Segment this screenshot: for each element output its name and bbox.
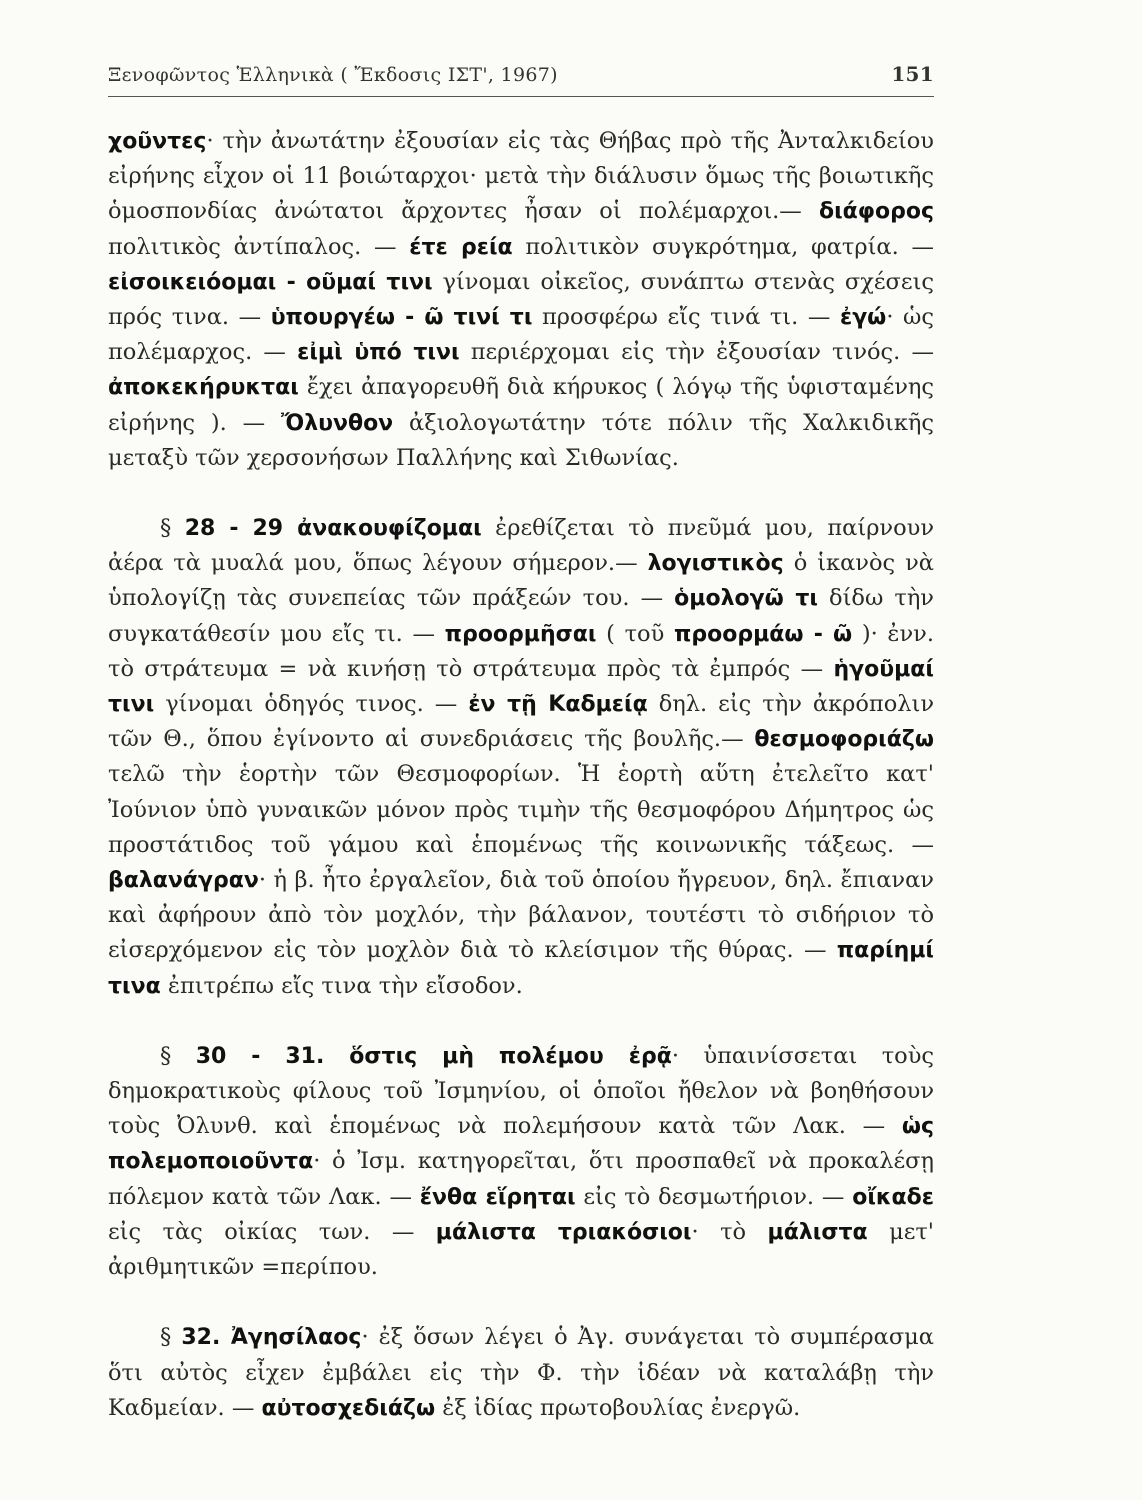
bold-term: προορμάω - ῶ [673,621,853,647]
text-run: · ἡ β. ἦτο ἐργαλεῖον, διὰ τοῦ ὁποίου ἤγρευον, δηλ. ἔπιαναν καὶ ἀφήρουν ἀπὸ τὸν μοχλόν, τὴν βάλανον, τουτέστι τὸ σιδήριον τὸ εἰσερχόμενον εἰς τὸν μοχλὸν διὰ τὸ κλείσιμον τῆς θύρας. — [108,867,934,964]
text-run: · ὁ Ἰσμ. κατηγορεῖται, ὅτι προσπαθεῖ νὰ προκαλέσῃ πόλεμον κατὰ τῶν Λακ. — [108,1148,934,1210]
bold-term: προορμῆσαι [444,621,597,647]
text-run: πολιτικὸς ἀντίπαλος. — [108,233,410,260]
bold-term: μάλιστα [767,1219,868,1245]
bold-term: θεσμοφοριάζω [754,727,934,753]
bold-term: εἰμὶ ὑπό τινι [297,340,460,366]
bold-term: ἡγοῦμαί τινι [108,656,934,718]
bold-term: εἰσοικειόομαι - οῦμαί τινι [108,269,433,295]
bold-term: μάλιστα τριακόσιοι [435,1219,692,1245]
text-run: ( τοῦ [596,620,674,647]
text-run: γίνομαι ὁδηγός τινος. — [154,691,469,718]
bold-term: ἐγώ [839,305,887,331]
bold-term: έτε ρεία [409,234,513,260]
paragraph [108,1039,934,1285]
text-run: πολιτικὸν συγκρότημα, φατρία. — [512,233,934,260]
text-run: · ὡς πολέμαρχος. — [108,304,934,366]
text-run: · ὑπαινίσσεται τοὺς δημοκρατικοὺς φίλους τοῦ Ἰσμηνίου, οἱ ὁποῖοι ἤθελον νὰ βοηθήσουν τοὺς Ὀλυνθ. καὶ ἑπομένως νὰ πολεμήσουν κατὰ τῶν Λακ. — [108,1042,934,1140]
paragraph [108,511,934,1004]
page-body [108,124,934,1426]
text-run: γίνομαι οἰκεῖος, συνάπτω στενὰς σχέσεις πρός τινα. — [108,268,934,331]
text-run: περιέρχομαι εἰς τὴν ἐξουσίαν τινός. — [459,339,934,366]
bold-term: ἀποκεκήρυκται [108,375,299,401]
paragraph [108,1320,934,1426]
text-run: · τὴν ἀνωτάτην ἐξουσίαν εἰς τὰς Θήβας πρὸ τῆς Ἀνταλκιδείου εἰρήνης εἶχον οἱ 11 βοιώταρχοι· μετὰ τὴν διάλυσιν ὅμως τῆς βοιωτικῆς ὁμοσπονδίας ἀνώτατοι ἄρχοντες ἦσαν οἱ πολέμαρχοι.— [108,128,934,225]
text-run: ἐπιτρέπω εἴς τινα τὴν εἴσοδον. [160,972,523,999]
text-run: προσφέρω εἴς τινά τι. — [532,304,840,331]
bold-term: ὑπουργέω - ῶ τινί τι [270,305,533,331]
bold-term: διάφορος [818,199,934,225]
bold-term: 32. Ἀγησίλαος [181,1325,362,1351]
text-run: ἐρεθίζεται τὸ πνεῦμά μου, παίρνουν ἀέρα τὰ μυαλά μου, ὅπως λέγουν σήμερον.— [108,515,935,577]
text-run: ὁ ἱκανὸς νὰ ὑπολογίζῃ τὰς συνεπείας τῶν πράξεών του. — [108,550,934,612]
paragraph [108,124,934,476]
text-run: § [160,515,185,542]
text-run: § [160,1042,196,1069]
bold-term: ὡς πολεμοποιοῦντα [108,1114,934,1175]
bold-term: ἐν τῇ Καδμείᾳ [468,692,648,718]
running-header [108,62,934,86]
text-run: · τὸ [691,1218,768,1245]
text-run: εἰς τὰς οἰκίας των. — [108,1218,436,1245]
bold-term: ὁμολογῶ τι [674,586,818,612]
bold-term: βαλανάγραν [108,868,259,894]
header-title: Ξενοφῶντος Ἑλληνικὰ ( Ἔκδοσις ΙΣΤ', 1967) [108,64,558,86]
text-run: § [160,1324,182,1351]
bold-term: ἔνθα εἵρηται [419,1184,576,1210]
text-run: ἐξ ἰδίας πρωτοβουλίας ἐνεργῶ. [435,1394,801,1421]
bold-term: 28 - 29 ἀνακουφίζομαι [184,516,482,542]
text-run: μετ' ἀριθμητικῶν =περίπου. [108,1218,934,1281]
header-rule [108,96,934,97]
text-run: ἀξιολογωτάτην τότε πόλιν τῆς Χαλκιδικῆς μεταξὺ τῶν χερσονήσων Παλλήνης καὶ Σιθωνίας. [108,409,934,471]
bold-term: οἴκαδε [852,1184,934,1210]
text-run: δίδω τὴν συγκατάθεσίν μου εἴς τι. — [108,585,934,647]
bold-term: Ὄλυνθον [281,410,394,436]
text-run: εἰς τὸ δεσμωτήριον. — [575,1183,853,1210]
text-run: δηλ. εἰς τὴν ἀκρόπολιν τῶν Θ., ὅπου ἐγίνοντο αἱ συνεδριάσεις τῆς βουλῆς.— [108,691,935,753]
bold-term: αὐτοσχεδιάζω [261,1395,436,1421]
text-run: · ἐξ ὅσων λέγει ὁ Ἀγ. συνάγεται τὸ συμπέρασμα ὅτι αὐτὸς εἶχεν ἐμβάλει εἰς τὴν Φ. τὴν ἰδέαν νὰ καταλάβῃ τὴν Καδμείαν. — [108,1324,934,1421]
text-run: ἔχει ἀπαγορευθῆ διὰ κήρυκος ( λόγῳ τῆς ὑφισταμένης εἰρήνης ). — [108,374,934,436]
page-number: 151 [891,62,934,86]
bold-term: χοῦντες [108,129,207,154]
bold-term: 30 - 31. ὅστις μὴ πολέμου ἐρᾷ [195,1043,672,1069]
text-run: )· ἐνν. τὸ στράτευμα = νὰ κινήσῃ τὸ στράτευμα πρὸς τὰ ἐμπρός — [108,620,935,682]
text-run: τελῶ τὴν ἑορτὴν τῶν Θεσμοφορίων. Ἡ ἑορτὴ αὕτη ἐτελεῖτο κατ' Ἰούνιον ὑπὸ γυναικῶν μόνον πρὸς τιμὴν τῆς θεσμοφόρου Δήμητρος ὡς προστάτιδος τοῦ γάμου καὶ ἑπομένως τῆς κοινωνικῆς τάξεως. — [108,761,934,858]
bold-term: παρίημί τινα [108,938,934,999]
bold-term: λογιστικὸς [647,551,784,577]
